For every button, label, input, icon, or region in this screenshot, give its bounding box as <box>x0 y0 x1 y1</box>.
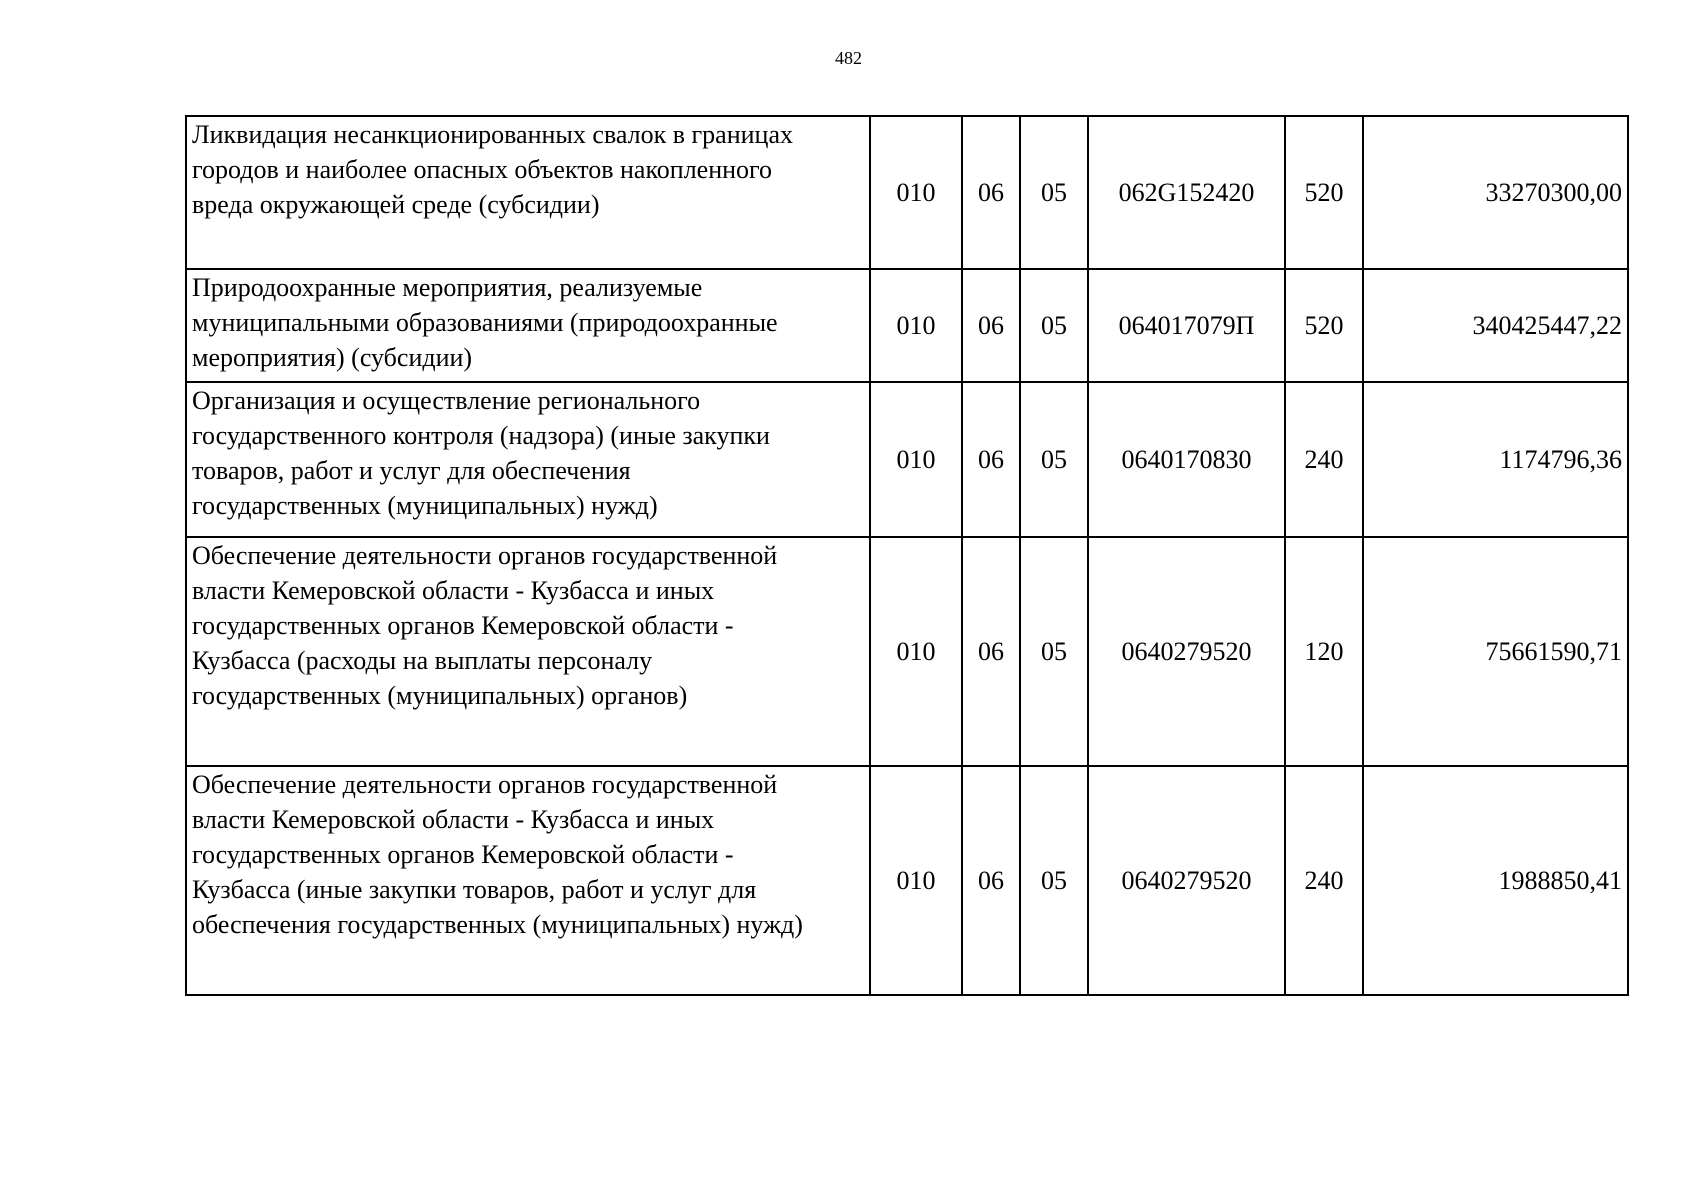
target-article-code: 0640279520 <box>1088 537 1285 766</box>
section-code: 06 <box>962 766 1020 995</box>
description-line: Обеспечение деятельности органов государственной <box>192 541 778 570</box>
ministry-code: 010 <box>870 537 962 766</box>
description-line: Природоохранные мероприятия, реализуемые <box>192 273 703 302</box>
amount-value: 1174796,36 <box>1363 382 1628 537</box>
subsection-code: 05 <box>1020 537 1088 766</box>
target-article-code: 0640279520 <box>1088 766 1285 995</box>
description-line: мероприятия) (субсидии) <box>192 343 473 372</box>
row-description <box>186 766 870 995</box>
description-line: Организация и осуществление регионального <box>192 386 701 415</box>
amount-value: 33270300,00 <box>1363 116 1628 269</box>
row-description <box>186 269 870 382</box>
ministry-code: 010 <box>870 382 962 537</box>
description-line: государственных органов Кемеровской области - <box>192 611 734 640</box>
subsection-code: 05 <box>1020 269 1088 382</box>
target-article-code: 0640170830 <box>1088 382 1285 537</box>
expense-type-code: 520 <box>1285 116 1363 269</box>
section-code: 06 <box>962 537 1020 766</box>
section-code: 06 <box>962 116 1020 269</box>
section-code: 06 <box>962 382 1020 537</box>
row-description <box>186 382 870 537</box>
row-description <box>186 116 870 269</box>
table-row <box>186 537 1628 766</box>
budget-table <box>185 115 1629 996</box>
target-article-code: 064017079П <box>1088 269 1285 382</box>
expense-type-code: 240 <box>1285 766 1363 995</box>
table-row <box>186 269 1628 382</box>
description-line: государственного контроля (надзора) (иные закупки <box>192 421 770 450</box>
ministry-code: 010 <box>870 116 962 269</box>
subsection-code: 05 <box>1020 382 1088 537</box>
description-line: государственных органов Кемеровской области - <box>192 840 734 869</box>
section-code: 06 <box>962 269 1020 382</box>
table-row <box>186 766 1628 995</box>
subsection-code: 05 <box>1020 116 1088 269</box>
description-line: Кузбасса (расходы на выплаты персоналу <box>192 646 653 675</box>
expense-type-code: 120 <box>1285 537 1363 766</box>
description-line: Кузбасса (иные закупки товаров, работ и услуг для <box>192 875 757 904</box>
description-line: товаров, работ и услуг для обеспечения <box>192 456 631 485</box>
subsection-code: 05 <box>1020 766 1088 995</box>
target-article-code: 062G152420 <box>1088 116 1285 269</box>
table-row <box>186 116 1628 269</box>
description-line: обеспечения государственных (муниципальных) нужд) <box>192 910 803 939</box>
table-row <box>186 382 1628 537</box>
description-line: городов и наиболее опасных объектов накопленного <box>192 155 773 184</box>
description-line: государственных (муниципальных) органов) <box>192 681 688 710</box>
page-number: 482 <box>835 48 862 68</box>
expense-type-code: 520 <box>1285 269 1363 382</box>
description-line: муниципальными образованиями (природоохранные <box>192 308 778 337</box>
description-line: Ликвидация несанкционированных свалок в границах <box>192 120 794 149</box>
ministry-code: 010 <box>870 269 962 382</box>
amount-value: 75661590,71 <box>1363 537 1628 766</box>
row-description <box>186 537 870 766</box>
description-line: Обеспечение деятельности органов государственной <box>192 770 778 799</box>
description-line: вреда окружающей среде (субсидии) <box>192 190 600 219</box>
ministry-code: 010 <box>870 766 962 995</box>
amount-value: 340425447,22 <box>1363 269 1628 382</box>
expense-type-code: 240 <box>1285 382 1363 537</box>
description-line: власти Кемеровской области - Кузбасса и иных <box>192 576 715 605</box>
description-line: власти Кемеровской области - Кузбасса и иных <box>192 805 715 834</box>
description-line: государственных (муниципальных) нужд) <box>192 491 658 520</box>
amount-value: 1988850,41 <box>1363 766 1628 995</box>
